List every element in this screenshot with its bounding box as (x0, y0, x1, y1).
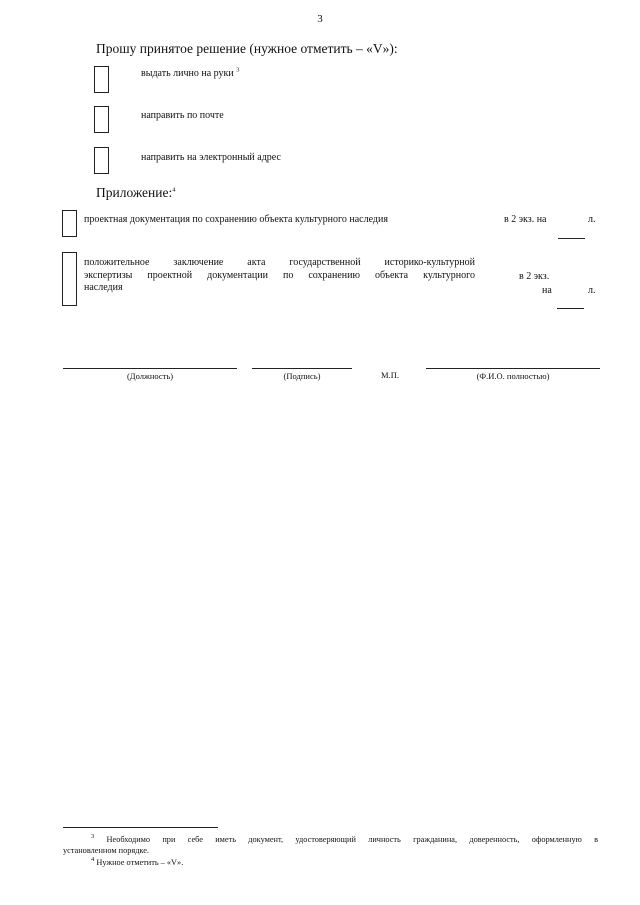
appendix-heading (96, 185, 175, 201)
appendix-item-2-sheets-suffix: л. (588, 285, 596, 296)
footnote-ref-4: 4 (172, 186, 176, 194)
appendix-item-1-copies: в 2 экз. на (504, 214, 547, 225)
appendix-item-expertise-line-3: наследия (84, 282, 123, 293)
footnote-4-number: 4 (91, 856, 95, 864)
option-hand-delivery-text: выдать лично на руки (141, 68, 234, 79)
footnote-3-number: 3 (91, 833, 95, 841)
footnote-4 (91, 857, 183, 868)
footnote-4-text: Нужное отметить – «V». (96, 858, 184, 867)
checkbox-appendix-project-docs[interactable] (62, 210, 77, 237)
option-by-email-label: направить на электронный адрес (141, 152, 281, 163)
appendix-item-2-copies: в 2 экз. (519, 271, 550, 282)
page-number: 3 (317, 13, 323, 25)
request-heading: Прошу принятое решение (нужное отметить – «V»): (96, 41, 398, 56)
fullname-caption: (Ф.И.О. полностью) (476, 371, 550, 381)
footnote-3-line-1 (63, 834, 598, 845)
footnote-separator (63, 827, 218, 828)
position-caption: (Должность) (126, 371, 174, 381)
appendix-item-2-on: на (542, 285, 552, 296)
position-line[interactable] (63, 368, 237, 369)
signature-caption: (Подпись) (283, 371, 321, 381)
option-hand-delivery-label (141, 68, 239, 79)
option-by-mail-label: направить по почте (141, 110, 224, 121)
footnote-3-line-2: установленном порядке. (63, 846, 150, 855)
footnote-3-text-1: Необходимо при себе иметь документ, удостоверяющий личность гражданина, доверенность, оформленную в (106, 835, 598, 844)
signature-line[interactable] (252, 368, 352, 369)
checkbox-hand-delivery[interactable] (94, 66, 109, 93)
stamp-label: М.П. (381, 370, 399, 380)
checkbox-appendix-expertise[interactable] (62, 252, 77, 306)
appendix-item-1-sheets-suffix: л. (588, 214, 596, 225)
footnote-ref-3: 3 (236, 66, 240, 74)
appendix-item-2-sheets-line[interactable] (557, 308, 584, 309)
appendix-item-expertise (84, 257, 475, 295)
fullname-line[interactable] (426, 368, 600, 369)
appendix-item-1-sheets-line[interactable] (558, 238, 585, 239)
appendix-item-project-docs: проектная документация по сохранению объекта культурного наследия (84, 214, 388, 225)
appendix-item-expertise-line-2: экспертизы проектной документации по сохранению объекта культурного (84, 269, 475, 281)
footnote-3 (63, 834, 598, 856)
appendix-item-expertise-line-1: положительное заключение акта государственной историко-культурной (84, 257, 475, 268)
appendix-heading-text: Приложение: (96, 185, 173, 200)
checkbox-by-mail[interactable] (94, 106, 109, 133)
checkbox-by-email[interactable] (94, 147, 109, 174)
